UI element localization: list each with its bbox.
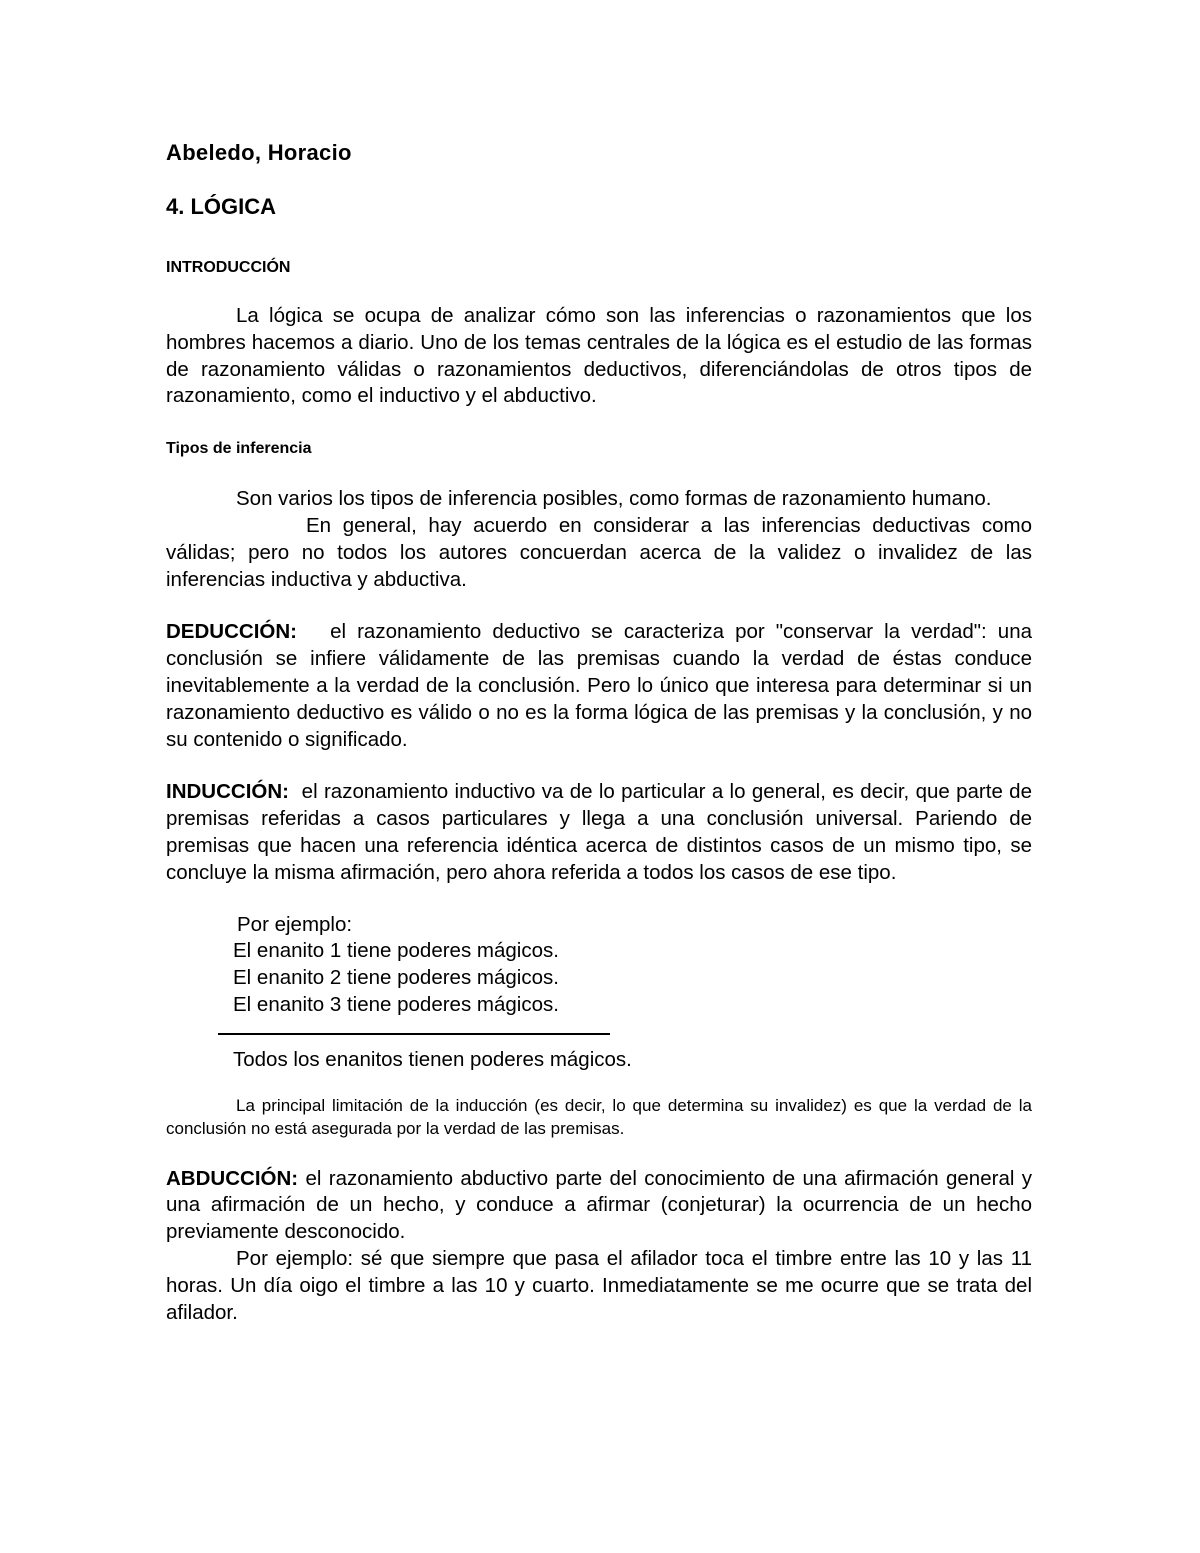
induction-term: INDUCCIÓN: (166, 780, 289, 804)
deduction-text: el razonamiento deductivo se caracteriza por "conservar la verdad": una conclusión se infiere válidamente de las premisas cuando la verdad de éstas conduce inevitablemente a la verdad de la conclusión. Pero lo único que interesa para determinar si un razonamiento deductivo es válido o no es la forma lógica de las premisas y la conclusión, y no su contenido o significado. (166, 620, 1032, 751)
author-name: Abeledo, Horacio (166, 140, 352, 165)
chapter-title: 4. LÓGICA (166, 194, 277, 219)
induction-conclusion: Todos los enanitos tienen poderes mágicos. (233, 1047, 632, 1071)
deduction-paragraph (166, 619, 1032, 753)
abduction-paragraph (166, 1166, 1032, 1246)
types-paragraph-2: En general, hay acuerdo en considerar a las inferencias deductivas como válidas; pero no todos los autores concuerdan acerca de la validez o invalidez de las inferencias inductiva y abductiva. (166, 513, 1032, 591)
abduction-term: ABDUCCIÓN: (166, 1166, 299, 1190)
induction-paragraph (166, 779, 1032, 886)
induction-limitation: La principal limitación de la inducción (es decir, lo que determina su invalidez) es que la verdad de la conclusión no está asegurada por la verdad de las premisas. (166, 1095, 1032, 1138)
document-page (166, 138, 1032, 1326)
types-paragraph-1: Son varios los tipos de inferencia posibles, como formas de razonamiento humano. (236, 487, 992, 511)
deduction-term: DEDUCCIÓN: (166, 620, 297, 644)
inference-line-divider (218, 1033, 610, 1035)
induction-premise-3: El enanito 3 tiene poderes mágicos. (233, 992, 559, 1016)
induction-premise-1: El enanito 1 tiene poderes mágicos. (233, 939, 559, 963)
induction-example-intro: Por ejemplo: (237, 912, 353, 936)
introduction-heading: INTRODUCCIÓN (166, 259, 291, 276)
induction-example (166, 912, 1032, 1074)
abduction-example: Por ejemplo: sé que siempre que pasa el afilador toca el timbre entre las 10 y las 11 horas. Un día oigo el timbre a las 10 y cuarto. Inmediatamente se me ocurre que se trata del afilador. (166, 1246, 1032, 1324)
induction-premise-2: El enanito 2 tiene poderes mágicos. (233, 966, 559, 990)
types-heading: Tipos de inferencia (166, 440, 312, 458)
introduction-paragraph: La lógica se ocupa de analizar cómo son las inferencias o razonamientos que los hombres hacemos a diario. Uno de los temas centrales de la lógica es el estudio de las formas de razonamiento válidas o razonamientos deductivos, diferenciándolas de otros tipos de razonamiento, como el inductivo y el abductivo. (166, 304, 1032, 408)
abduction-text: el razonamiento abductivo parte del conocimiento de una afirmación general y una afirmación de un hecho, y conduce a afirmar (conjeturar) la ocurrencia de un hecho previamente desconocido. (166, 1166, 1032, 1244)
induction-text: el razonamiento inductivo va de lo particular a lo general, es decir, que parte de premisas referidas a casos particulares y llega a una conclusión universal. Pariendo de premisas que hacen una referencia idéntica acerca de distintos casos de un mismo tipo, se concluye la misma afirmación, pero ahora referida a todos los casos de ese tipo. (166, 780, 1032, 884)
